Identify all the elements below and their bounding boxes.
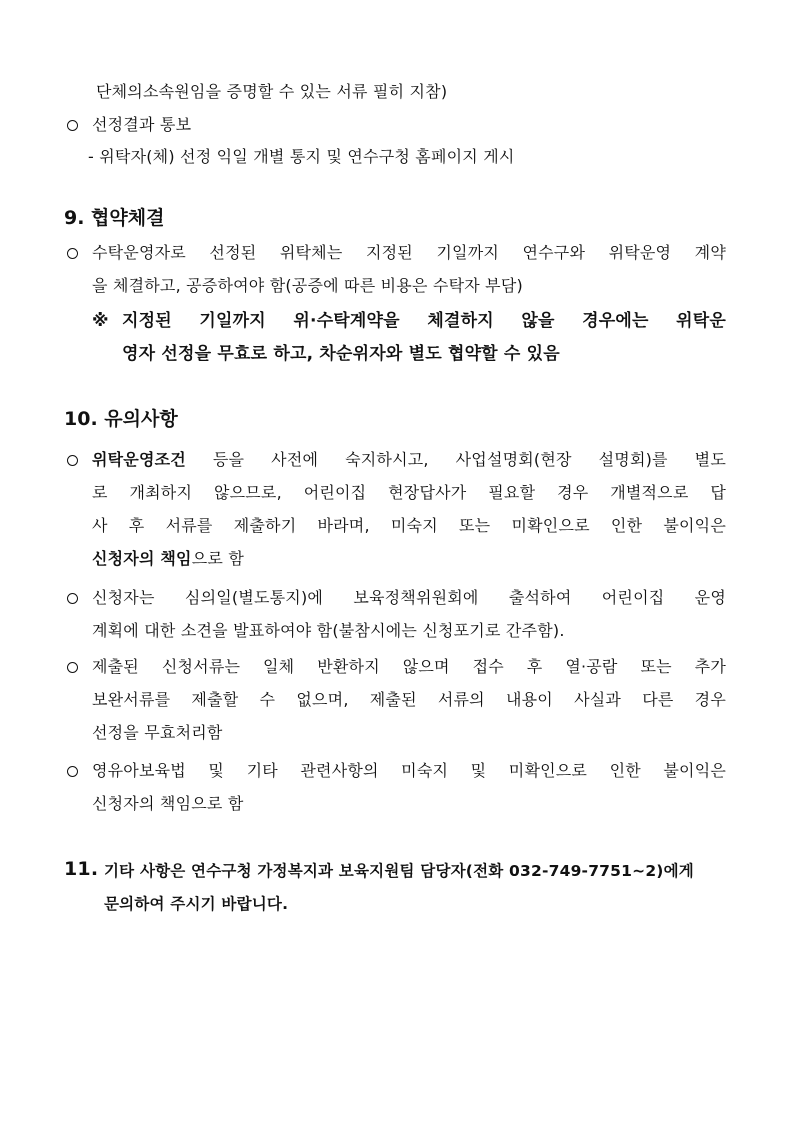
contact-text-line: 문의하여 주시기 바랍니다. <box>104 895 289 913</box>
doc-text-line: 신청자의 책임으로 함 <box>92 794 244 813</box>
doc-text-line: 단체의소속원임을 증명할 수 있는 서류 필히 지참) <box>96 82 448 101</box>
bold-term: 신청자의 책임 <box>92 549 192 568</box>
doc-text-line: 수탁운영자로 선정된 위탁체는 지정된 기일까지 연수구와 위탁운영 계약 <box>92 243 726 262</box>
doc-text-line: 보완서류를 제출할 수 없으며, 제출된 서류의 내용이 사실과 다른 경우 <box>92 690 726 709</box>
doc-text-line: 을 체결하고, 공증하여야 함(공증에 따른 비용은 수탁자 부담) <box>92 276 523 295</box>
doc-text-line: 사 후 서류를 제출하기 바라며, 미숙지 또는 미확인으로 인한 불이익은 <box>92 516 726 535</box>
bullet-circle-icon <box>67 766 78 777</box>
doc-text-line: 제출된 신청서류는 일체 반환하지 않으며 접수 후 열·공람 또는 추가 <box>92 657 726 676</box>
bullet-result-title: 선정결과 통보 <box>92 115 192 134</box>
bullet-circle-icon <box>67 455 78 466</box>
doc-text-line: 계획에 대한 소견을 발표하여야 함(불참시에는 신청포기로 간주함). <box>92 621 565 640</box>
doc-text-line <box>92 450 726 470</box>
note-text-line: 지정된 기일까지 위·수탁계약을 체결하지 않을 경우에는 위탁운 <box>122 311 726 331</box>
bullet-circle-icon <box>67 120 78 131</box>
bullet-circle-icon <box>67 248 78 259</box>
doc-text-span: 등을 사전에 숙지하시고, 사업설명회(현장 설명회)를 별도 <box>185 450 726 469</box>
doc-text-span: 으로 함 <box>191 549 244 568</box>
bullet-circle-icon <box>67 593 78 604</box>
section-heading-9: 9. 협약체결 <box>64 207 165 229</box>
doc-text-line <box>92 549 244 569</box>
doc-text-line: 신청자는 심의일(별도통지)에 보육정책위원회에 출석하여 어린이집 운영 <box>92 588 726 607</box>
bullet-result-detail: - 위탁자(체) 선정 익일 개별 통지 및 연수구청 홈페이지 게시 <box>88 147 515 166</box>
doc-text-line: 영유아보육법 및 기타 관련사항의 미숙지 및 미확인으로 인한 불이익은 <box>92 761 726 780</box>
doc-text-line: 선정을 무효처리함 <box>92 723 223 742</box>
section-number-11: 11. <box>64 858 99 880</box>
note-mark-icon: ※ <box>92 311 109 331</box>
section-heading-10: 10. 유의사항 <box>64 408 178 430</box>
doc-text-line: 로 개최하지 않으므로, 어린이집 현장답사가 필요할 경우 개별적으로 답 <box>92 483 726 502</box>
note-text-line: 영자 선정을 무효로 하고, 차순위자와 별도 협약할 수 있음 <box>122 344 560 364</box>
bold-term: 위탁운영조건 <box>92 450 186 469</box>
bullet-circle-icon <box>67 662 78 673</box>
contact-text-line: 기타 사항은 연수구청 가정복지과 보육지원팀 담당자(전화 032-749-7751~2)에게 <box>104 862 694 880</box>
